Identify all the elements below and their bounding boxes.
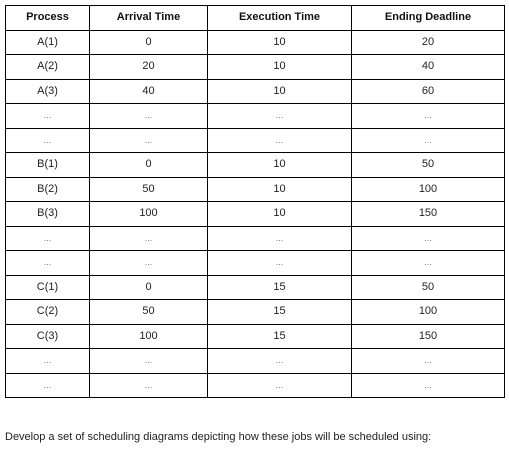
table-row <box>6 251 505 276</box>
cell-ending-deadline: 150 <box>352 202 505 227</box>
cell-arrival-time: 50 <box>90 177 208 202</box>
cell-ending-deadline: 50 <box>352 153 505 178</box>
cell-execution-time: ... <box>208 349 352 374</box>
header-ending-deadline: Ending Deadline <box>352 6 505 31</box>
cell-execution-time: 10 <box>208 153 352 178</box>
process-table-container <box>5 5 504 398</box>
cell-arrival-time: ... <box>90 251 208 276</box>
table-row <box>6 104 505 129</box>
header-process: Process <box>6 6 90 31</box>
cell-process: ... <box>6 251 90 276</box>
cell-process: B(2) <box>6 177 90 202</box>
cell-arrival-time: ... <box>90 104 208 129</box>
cell-process: A(1) <box>6 30 90 55</box>
cell-execution-time: 10 <box>208 202 352 227</box>
cell-ending-deadline: ... <box>352 349 505 374</box>
cell-process: C(3) <box>6 324 90 349</box>
cell-execution-time: 10 <box>208 79 352 104</box>
cell-arrival-time: 50 <box>90 300 208 325</box>
cell-arrival-time: 100 <box>90 202 208 227</box>
cell-arrival-time: ... <box>90 226 208 251</box>
cell-execution-time: ... <box>208 373 352 398</box>
cell-execution-time: 15 <box>208 300 352 325</box>
table-row <box>6 324 505 349</box>
cell-arrival-time: ... <box>90 349 208 374</box>
table-row <box>6 300 505 325</box>
cell-arrival-time: 100 <box>90 324 208 349</box>
cell-execution-time: ... <box>208 226 352 251</box>
cell-execution-time: 10 <box>208 177 352 202</box>
cell-ending-deadline: 100 <box>352 177 505 202</box>
cell-ending-deadline: 150 <box>352 324 505 349</box>
cell-arrival-time: 40 <box>90 79 208 104</box>
cell-process: B(3) <box>6 202 90 227</box>
process-schedule-table <box>5 5 505 398</box>
cell-process: C(2) <box>6 300 90 325</box>
cell-ending-deadline: 100 <box>352 300 505 325</box>
cell-ending-deadline: ... <box>352 104 505 129</box>
table-row <box>6 153 505 178</box>
cell-ending-deadline: ... <box>352 373 505 398</box>
cell-execution-time: ... <box>208 251 352 276</box>
cell-process: A(2) <box>6 55 90 80</box>
cell-process: ... <box>6 373 90 398</box>
cell-ending-deadline: ... <box>352 128 505 153</box>
instruction-text: Develop a set of scheduling diagrams depicting how these jobs will be scheduled using: <box>5 431 432 443</box>
table-row <box>6 55 505 80</box>
cell-ending-deadline: 50 <box>352 275 505 300</box>
cell-ending-deadline: 60 <box>352 79 505 104</box>
table-row <box>6 128 505 153</box>
cell-execution-time: ... <box>208 128 352 153</box>
table-header-row <box>6 6 505 31</box>
table-row <box>6 349 505 374</box>
cell-ending-deadline: ... <box>352 226 505 251</box>
cell-execution-time: ... <box>208 104 352 129</box>
cell-process: ... <box>6 104 90 129</box>
cell-arrival-time: ... <box>90 128 208 153</box>
cell-process: B(1) <box>6 153 90 178</box>
cell-arrival-time: 0 <box>90 275 208 300</box>
cell-execution-time: 15 <box>208 324 352 349</box>
table-body <box>6 30 505 398</box>
cell-process: ... <box>6 128 90 153</box>
cell-arrival-time: 0 <box>90 30 208 55</box>
table-row <box>6 79 505 104</box>
table-row <box>6 373 505 398</box>
cell-ending-deadline: 20 <box>352 30 505 55</box>
table-row <box>6 275 505 300</box>
cell-arrival-time: 20 <box>90 55 208 80</box>
header-execution-time: Execution Time <box>208 6 352 31</box>
cell-execution-time: 10 <box>208 30 352 55</box>
cell-execution-time: 10 <box>208 55 352 80</box>
table-row <box>6 202 505 227</box>
cell-ending-deadline: 40 <box>352 55 505 80</box>
cell-arrival-time: 0 <box>90 153 208 178</box>
cell-ending-deadline: ... <box>352 251 505 276</box>
cell-process: C(1) <box>6 275 90 300</box>
cell-process: ... <box>6 349 90 374</box>
table-row <box>6 226 505 251</box>
cell-process: A(3) <box>6 79 90 104</box>
cell-arrival-time: ... <box>90 373 208 398</box>
cell-execution-time: 15 <box>208 275 352 300</box>
table-row <box>6 30 505 55</box>
header-arrival-time: Arrival Time <box>90 6 208 31</box>
table-row <box>6 177 505 202</box>
cell-process: ... <box>6 226 90 251</box>
